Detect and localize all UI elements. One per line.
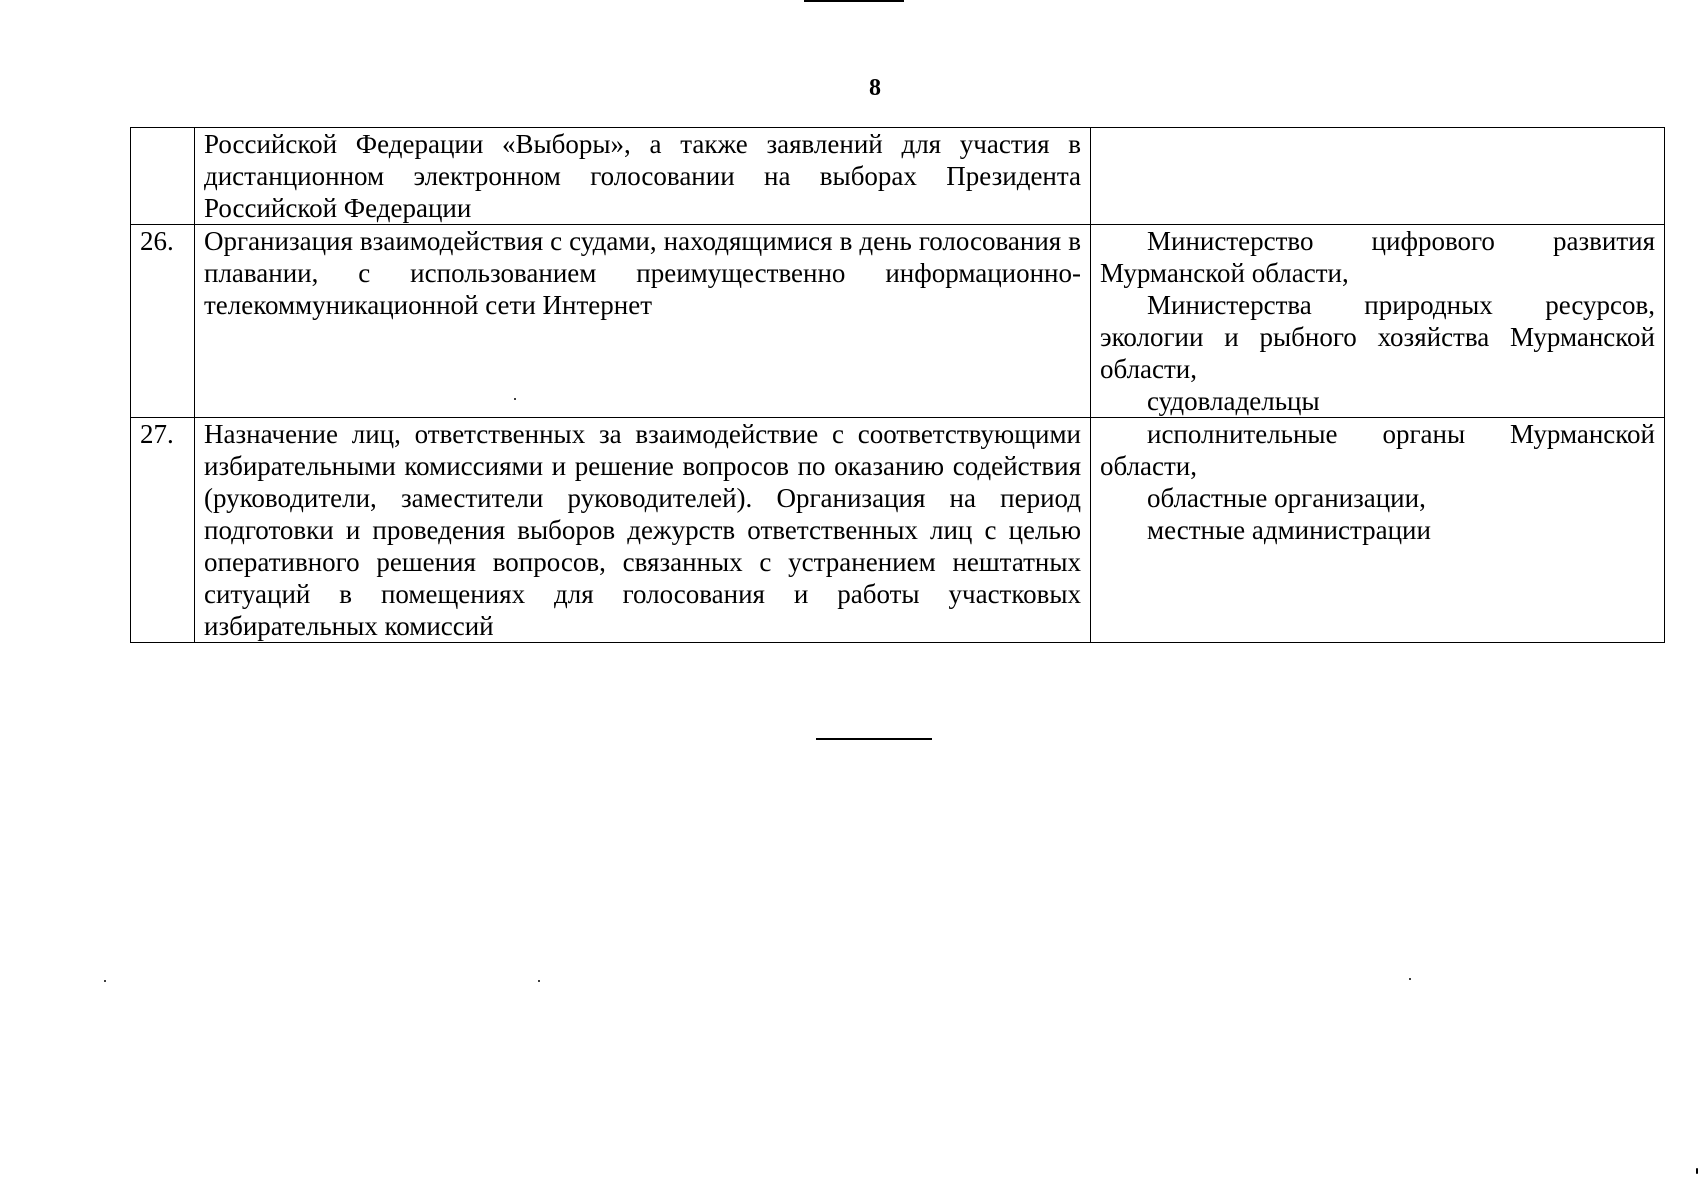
measures-table [130,127,1665,643]
responsible-cell [1091,225,1665,418]
task-cell [195,225,1091,418]
table-row [131,225,1665,418]
scan-speck [104,980,106,982]
task-cell [195,128,1091,225]
row-number: 27. [131,418,195,643]
responsible-entry: исполнительные органы Мурманской области, [1100,419,1655,481]
responsible-cell [1091,418,1665,643]
responsible-entry: судовладельцы [1147,386,1320,416]
table-row [131,128,1665,225]
responsible-entry: областные организации, [1147,483,1426,513]
end-rule [816,738,932,740]
task-text: Назначение лиц, ответственных за взаимодействие с соответствующими избирательными комиссиями и решение вопросов по оказанию содействия (руководители, заместители руководителей). Организация на период подготовки и проведения выборов дежурств ответственных лиц с целью оперативного решения вопросов, связанных с устранением нештатных ситуаций в помещениях для голосования и работы участковых избирательных комиссий [204,419,1081,641]
responsible-entry: местные администрации [1147,515,1431,545]
task-text: Российской Федерации «Выборы», а также заявлений для участия в дистанционном электронном голосовании на выборах Президента Российской Федерации [204,129,1081,223]
row-number: 26. [131,225,195,418]
responsible-entry: Министерства природных ресурсов, экологии и рыбного хозяйства Мурманской области, [1100,290,1655,384]
task-text: Организация взаимодействия с судами, находящимися в день голосования в плавании, с использованием преимущественно информационно-телекоммуникационной сети Интернет [204,226,1081,320]
top-rule [804,0,904,2]
responsible-cell [1091,128,1665,225]
task-cell [195,418,1091,643]
scan-speck [1696,1168,1698,1174]
page-number: 8 [869,75,881,101]
responsible-entry: Министерство цифрового развития Мурманской области, [1100,226,1655,288]
row-number [131,128,195,225]
scan-speck [1409,978,1411,980]
scan-speck [514,398,516,400]
table-row [131,418,1665,643]
scan-speck [538,980,540,982]
